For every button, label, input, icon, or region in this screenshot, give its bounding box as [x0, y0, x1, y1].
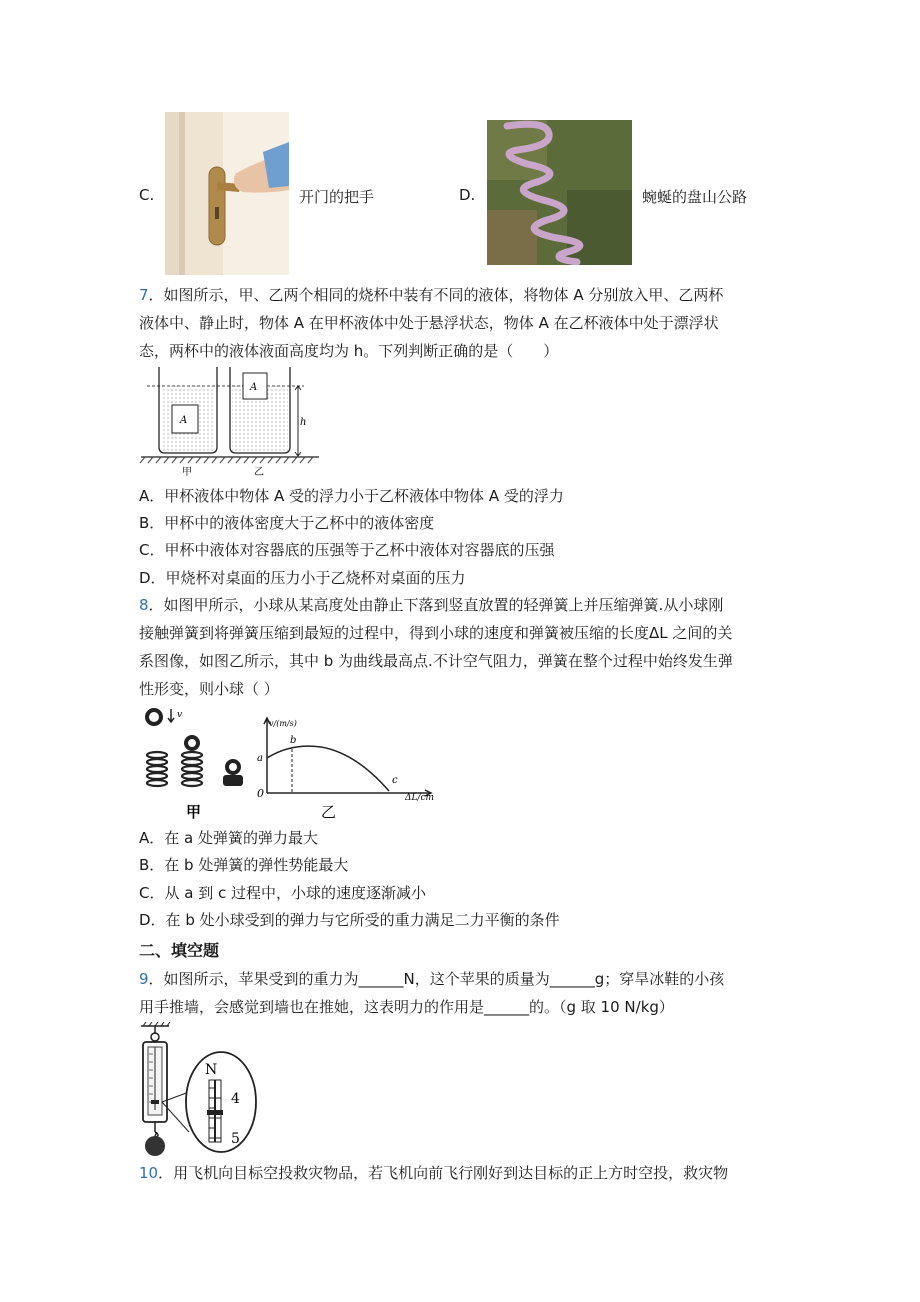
q10-line-1: 10．用飞机向目标空投救灾物品，若飞机向前飞行刚好到达目标的正上方时空投，救灾物	[139, 1164, 729, 1182]
spring-scale-figure	[139, 1022, 261, 1157]
velocity-label: v	[177, 710, 183, 720]
q7-line-1: 7．如图所示，甲、乙两个相同的烧杯中装有不同的液体，将物体 A 分别放入甲、乙两杯	[139, 286, 724, 304]
q7-option-d[interactable]: D．甲烧杯对桌面的压力小于乙烧杯对桌面的压力	[139, 569, 466, 587]
q10-number: 10	[139, 1164, 159, 1182]
q8-line-2: 接触弹簧到将弹簧压缩到最短的过程中，得到小球的速度和弹簧被压缩的长度ΔL 之间的关	[139, 624, 733, 642]
q8-option-a[interactable]: A．在 a 处弹簧的弹力最大	[139, 829, 318, 847]
q7-number: 7	[139, 286, 149, 304]
height-label: h	[300, 417, 307, 428]
section-heading-fill-blank: 二、填空题	[139, 941, 220, 960]
option-d-label: D.	[459, 186, 476, 204]
scale-unit-label: N	[205, 1062, 218, 1078]
q7-line-2: 液体中、静止时，物体 A 在甲杯液体中处于悬浮状态，物体 A 在乙杯液体中处于漂浮状	[139, 314, 719, 332]
q7-line-3: 态，两杯中的液体液面高度均为 h。下列判断正确的是（ ）	[139, 342, 559, 360]
beaker-yi-label: 乙	[254, 467, 264, 477]
block-a-left: A	[180, 415, 188, 426]
q8-line-4: 性形变，则小球（ ）	[139, 680, 279, 698]
point-c-label: c	[392, 775, 398, 786]
door-handle-image	[165, 112, 289, 275]
q8-line-3: 系图像，如图乙所示，其中 b 为曲线最高点.不计空气阻力，弹簧在整个过程中始终发生弹	[139, 652, 733, 670]
point-b-label: b	[290, 735, 297, 746]
scale-tick-4: 4	[231, 1091, 240, 1107]
figure-jia-label: 甲	[186, 803, 202, 821]
option-c-label: C.	[139, 186, 155, 204]
block-a-right: A	[250, 382, 258, 393]
q8-line-1: 8．如图甲所示，小球从某高度处由静止下落到竖直放置的轻弹簧上并压缩弹簧.从小球刚	[139, 596, 724, 614]
origin-label: 0	[257, 787, 264, 800]
q7-option-c[interactable]: C．甲杯中液体对容器底的压强等于乙杯中液体对容器底的压强	[139, 541, 555, 559]
q8-option-d[interactable]: D．在 b 处小球受到的弹力与它所受的重力满足二力平衡的条件	[139, 911, 560, 929]
figure-yi-label: 乙	[321, 803, 337, 821]
spring-figure	[141, 705, 446, 823]
q9-number: 9	[139, 970, 149, 988]
q8-option-b[interactable]: B．在 b 处弹簧的弹性势能最大	[139, 856, 349, 874]
point-a-label: a	[257, 753, 263, 764]
q7-option-b[interactable]: B．甲杯中的液体密度大于乙杯中的液体密度	[139, 514, 435, 532]
y-axis-label: v/(m/s)	[269, 719, 297, 728]
beaker-jia-label: 甲	[182, 467, 192, 477]
q8-number: 8	[139, 596, 149, 614]
mountain-road-image	[487, 120, 632, 265]
scale-tick-5: 5	[231, 1131, 240, 1147]
q9-line-2: 用手推墙，会感觉到墙也在推她，这表明力的作用是______的。（g 取 10 N/kg）	[139, 998, 674, 1016]
beakers-figure	[139, 365, 324, 477]
q9-line-1: 9．如图所示，苹果受到的重力为______N，这个苹果的质量为______g；穿旱冰鞋的小孩	[139, 970, 725, 988]
q8-option-c[interactable]: C．从 a 到 c 过程中，小球的速度逐渐减小	[139, 884, 426, 902]
option-c-text: 开门的把手	[299, 188, 375, 206]
x-axis-label: ΔL/cm	[405, 793, 435, 803]
q7-option-a[interactable]: A．甲杯液体中物体 A 受的浮力小于乙杯液体中物体 A 受的浮力	[139, 487, 564, 505]
option-d-text: 蜿蜒的盘山公路	[642, 188, 748, 206]
